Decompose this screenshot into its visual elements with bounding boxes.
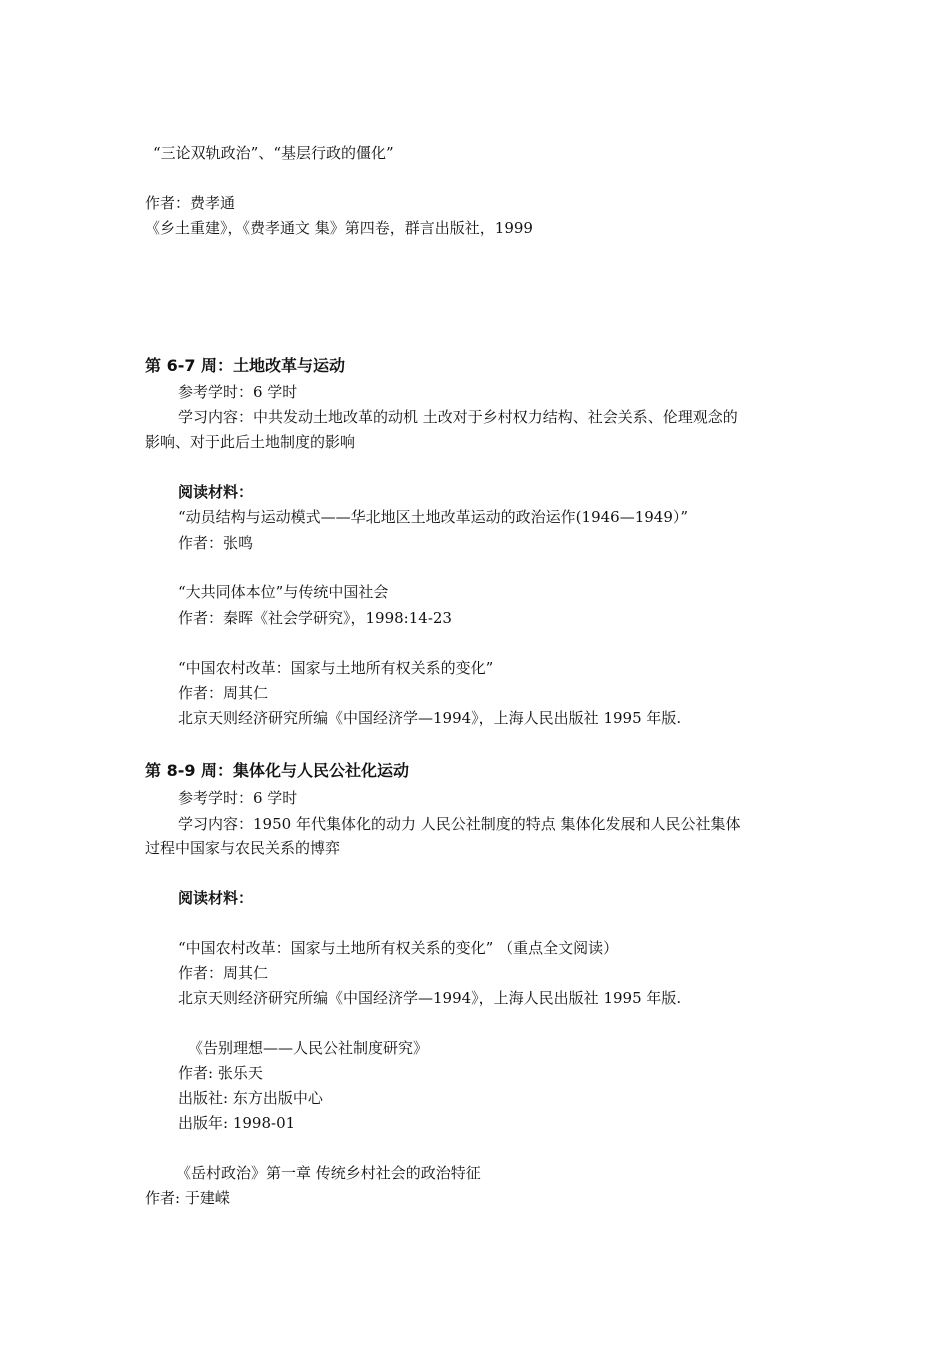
week-8-9-reading-3-title: 《岳村政治》第一章 传统乡村社会的政治特征 bbox=[176, 1164, 481, 1182]
week-8-9-reading-3-author: 作者: 于建嵘 bbox=[145, 1189, 230, 1207]
intro-source: 《乡土重建》，《费孝通文 集》第四卷，群言出版社，1999 bbox=[145, 219, 533, 237]
week-6-7-content-line2: 影响、对于此后土地制度的影响 bbox=[145, 433, 356, 451]
intro-title: “三论双轨政治”、“基层行政的僵化” bbox=[153, 144, 394, 162]
week-8-9-content-line2: 过程中国家与农民关系的博弈 bbox=[145, 839, 341, 857]
intro-author: 作者：费孝通 bbox=[145, 194, 236, 212]
week-8-9-reading-2-publisher: 出版社: 东方出版中心 bbox=[178, 1089, 323, 1107]
week-8-9-content-line1: 学习内容：1950 年代集体化的动力 人民公社制度的特点 集体化发展和人民公社集体 bbox=[178, 815, 741, 833]
week-6-7-hours: 参考学时：6 学时 bbox=[178, 383, 298, 401]
week-8-9-reading-2-title: 《告别理想——人民公社制度研究》 bbox=[188, 1039, 429, 1057]
week-8-9-reading-1-title: “中国农村改革：国家与土地所有权关系的变化” （重点全文阅读） bbox=[178, 939, 619, 957]
week-6-7-reading-2-title: “大共同体本位”与传统中国社会 bbox=[178, 583, 389, 601]
week-6-7-reading-3-title: “中国农村改革：国家与土地所有权关系的变化” bbox=[178, 659, 494, 677]
week-6-7-reading-1-author: 作者：张鸣 bbox=[178, 534, 254, 552]
week-6-7-heading: 第 6-7 周：土地改革与运动 bbox=[145, 356, 346, 375]
week-8-9-reading-label: 阅读材料： bbox=[178, 889, 254, 907]
week-8-9-reading-1-source: 北京天则经济研究所编《中国经济学—1994》，上海人民出版社 1995 年版. bbox=[178, 989, 682, 1007]
week-6-7-reading-label: 阅读材料： bbox=[178, 483, 254, 501]
week-6-7-reading-3-author: 作者：周其仁 bbox=[178, 684, 269, 702]
week-8-9-reading-1-author: 作者：周其仁 bbox=[178, 964, 269, 982]
week-8-9-reading-2-author: 作者: 张乐天 bbox=[178, 1064, 263, 1082]
week-8-9-heading: 第 8-9 周：集体化与人民公社化运动 bbox=[145, 761, 410, 780]
week-8-9-reading-2-year: 出版年: 1998-01 bbox=[178, 1114, 296, 1132]
week-6-7-reading-1-title: “动员结构与运动模式——华北地区土地改革运动的政治运作(1946—1949）” bbox=[178, 508, 689, 526]
week-6-7-reading-2-author: 作者：秦晖《社会学研究》，1998:14-23 bbox=[178, 609, 452, 627]
week-8-9-hours: 参考学时：6 学时 bbox=[178, 789, 298, 807]
week-6-7-reading-3-source: 北京天则经济研究所编《中国经济学—1994》，上海人民出版社 1995 年版. bbox=[178, 709, 682, 727]
week-6-7-content-line1: 学习内容：中共发动土地改革的动机 土改对于乡村权力结构、社会关系、伦理观念的 bbox=[178, 408, 738, 426]
